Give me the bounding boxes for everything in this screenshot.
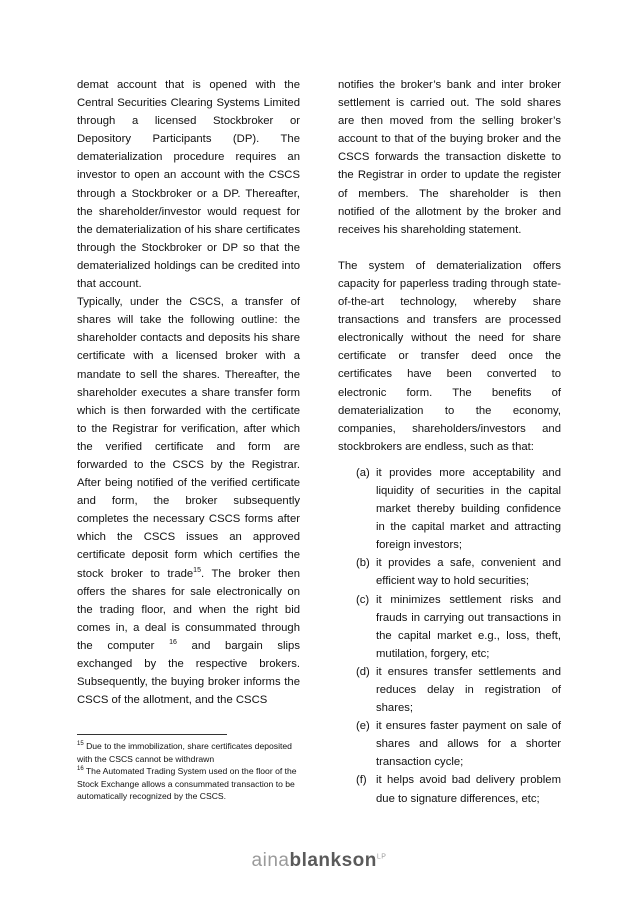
list-marker: (f): [356, 774, 367, 787]
list-item: (e) it ensures faster payment on sale of shares and allows for a shorter transaction cycle;: [338, 717, 561, 771]
footnote-ref-16[interactable]: 16: [169, 639, 177, 647]
list-marker: (b): [356, 557, 370, 570]
list-item: (f) it helps avoid bad delivery problem due to signature differences, etc;: [338, 771, 561, 807]
list-marker: (e): [356, 720, 370, 733]
footnotes: [77, 734, 300, 803]
footnote-ref-15[interactable]: 15: [193, 566, 201, 574]
footer-logo: ainablankson$^{LP}$: [251, 850, 387, 871]
footnote-16: $^{16}$ The Automated Trading System used on the floor of the Stock Exchange allows a consummated transaction to be automatically recognized by the CSCS.: [77, 766, 297, 802]
list-marker: (d): [356, 665, 370, 678]
footnote-divider: [77, 734, 227, 735]
right-paragraph-2: The system of dematerialization offers capacity for paperless trading through state-of-the-art technology, whereby share transactions and transfers are processed electronically without the need for share certificate or transfer deed once the certificates have been converted to electronic form. The benefits of dematerialization to the economy, companies, shareholders/investors and stockbrokers are endless, such as that:: [338, 259, 561, 453]
left-paragraph-2: Typically, under the CSCS, a transfer of shares will take the following outline: the shareholder contacts and deposits his share certificate with a licensed broker with a mandate to sell the shares. Thereafter, the shareholder executes a share transfer form which is then forwarded with the certificate to the Registrar for verification, after which the verified certificate and form are forwarded to the CSCS by the Registrar. After being notified of the verified certificate and form, the broker subsequently completes the necessary CSCS forms after which the CSCS issues an approved certificate deposit form which certifies the stock broker to trade$^{15}$. The broker then offers the shares for sale electronically on the trading floor, and when the right bid comes in, a deal is consummated through the computer $^{16}$ and bargain slips exchanged by the respective brokers. Subsequently, the buying broker informs the CSCS of the allotment, and the CSCS: [77, 296, 300, 707]
list-item: (c) it minimizes settlement risks and frauds in carrying out transactions in the capital market e.g., loss, theft, mutilation, forgery, etc;: [338, 591, 561, 663]
list-marker: (c): [356, 593, 370, 606]
list-item: (a) it provides more acceptability and liquidity of securities in the capital market thereby building confidence in the capital market and attracting foreign investors;: [338, 464, 561, 554]
list-item: (d) it ensures transfer settlements and reduces delay in registration of shares;: [338, 663, 561, 717]
benefits-list: [338, 464, 561, 808]
left-paragraph-1: demat account that is opened with the Central Securities Clearing Systems Limited through a licensed Stockbroker or Depository Participants (DP). The dematerialization procedure requires an investor to open an account with the CSCS through a Stockbroker or a DP. Thereafter, the shareholder/investor would request for the dematerialization of his share certificates through the Stockbroker or DP so that the dematerialized holdings can be credited into that account.: [77, 79, 300, 291]
left-column: [77, 76, 300, 709]
right-paragraph-1: notifies the broker’s bank and inter broker settlement is carried out. The sold shares are then moved from the selling broker’s account to that of the buying broker and the CSCS forwards the transaction diskette to the Registrar in order to update the register of members. The shareholder is then notified of the allotment by the broker and receives his shareholding statement.: [338, 79, 561, 236]
footnote-15: $^{15}$ Due to the immobilization, share certificates deposited with the CSCS cannot be withdrawn: [77, 741, 292, 764]
list-marker: (a): [356, 466, 370, 479]
right-column: [338, 76, 561, 808]
list-item: (b) it provides a safe, convenient and efficient way to hold securities;: [338, 554, 561, 590]
